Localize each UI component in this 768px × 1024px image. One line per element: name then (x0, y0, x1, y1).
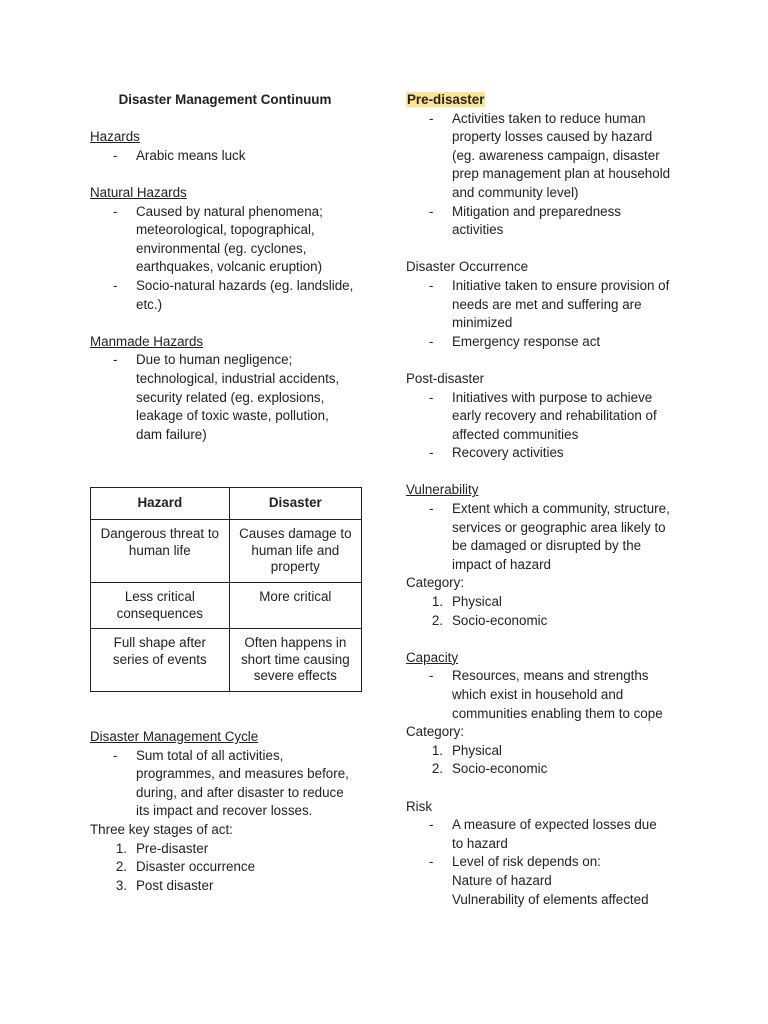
table-cell: Full shape after series of events (91, 629, 230, 692)
left-column (90, 91, 370, 444)
list-item: 2. Socio-economic (431, 761, 548, 777)
list-item: 2. Disaster occurrence (115, 859, 256, 875)
risk-heading: Risk (406, 798, 433, 814)
stages-label: Three key stages of act: (90, 821, 233, 837)
list-item: - Resources, means and strengths which exist in household and communities enabling them to cope (429, 668, 663, 721)
list-item: - Initiative taken to ensure provision of needs are met and suffering are minimized (429, 277, 670, 331)
table-cell: Dangerous threat to human life (91, 520, 230, 583)
table-cell: More critical (229, 583, 361, 629)
list-item: 1. Physical (431, 594, 502, 610)
capacity-heading: Capacity (406, 649, 459, 665)
table-cell: Causes damage to human life and property (229, 520, 361, 583)
left-column-lower (90, 728, 370, 895)
document-title: Disaster Management Continuum (118, 92, 332, 107)
list-item: - Recovery activities (429, 445, 564, 461)
table-row (91, 520, 362, 583)
table-row (91, 583, 362, 629)
list-item: - Level of risk depends on: Nature of hazard Vulnerability of elements affected (429, 854, 649, 907)
manmade-hazards-heading: Manmade Hazards (90, 333, 204, 349)
list-item: - Caused by natural phenomena; meteorological, topographical, environmental (eg. cyclones, earthquakes, volcanic eruption) (113, 203, 323, 275)
list-item: - Extent which a community, structure, services or geographic area likely to be damaged or disrupted by the impact of hazard (429, 501, 670, 572)
list-item: - Mitigation and preparedness activities (429, 203, 621, 238)
table-header: Disaster (229, 488, 361, 520)
hazard-disaster-table (90, 487, 362, 692)
pre-disaster-heading: Pre-disaster (407, 92, 485, 107)
table-cell: Less critical consequences (91, 583, 230, 629)
right-column (406, 91, 696, 909)
table-header: Hazard (91, 488, 230, 520)
list-item: - Arabic means luck (113, 147, 246, 163)
capacity-category-label: Category: (406, 724, 465, 740)
occurrence-heading: Disaster Occurrence (406, 259, 529, 275)
post-disaster-heading: Post-disaster (406, 370, 485, 386)
list-item: 1. Physical (431, 742, 502, 758)
list-item: 3. Post disaster (115, 877, 214, 893)
list-item: 2. Socio-economic (431, 612, 548, 628)
list-item: 1. Pre-disaster (115, 840, 209, 856)
list-item: - Sum total of all activities, programmes, and measures before, during, and after disaster to reduce its impact and recover losses. (113, 747, 349, 819)
hazards-heading: Hazards (90, 129, 140, 145)
list-item: - A measure of expected losses due to hazard (429, 817, 657, 851)
natural-hazards-heading: Natural Hazards (90, 184, 187, 200)
table-cell: Often happens in short time causing severe effects (229, 629, 361, 692)
list-item: - Due to human negligence; technological, industrial accidents, security related (eg. explosions, leakage of toxic waste, pollution, dam failure) (113, 352, 340, 442)
cycle-heading: Disaster Management Cycle (90, 729, 259, 744)
list-item: - Emergency response act (429, 333, 601, 349)
table-row (91, 629, 362, 692)
list-item: - Activities taken to reduce human property losses caused by hazard (eg. awareness campaign, disaster prep management plan at household and community level) (429, 110, 671, 200)
list-item: - Initiatives with purpose to achieve early recovery and rehabilitation of affected communities (429, 389, 657, 442)
vulnerability-category-label: Category: (406, 575, 465, 591)
vulnerability-heading: Vulnerability (406, 482, 479, 498)
list-item: - Socio-natural hazards (eg. landslide, etc.) (113, 277, 354, 312)
